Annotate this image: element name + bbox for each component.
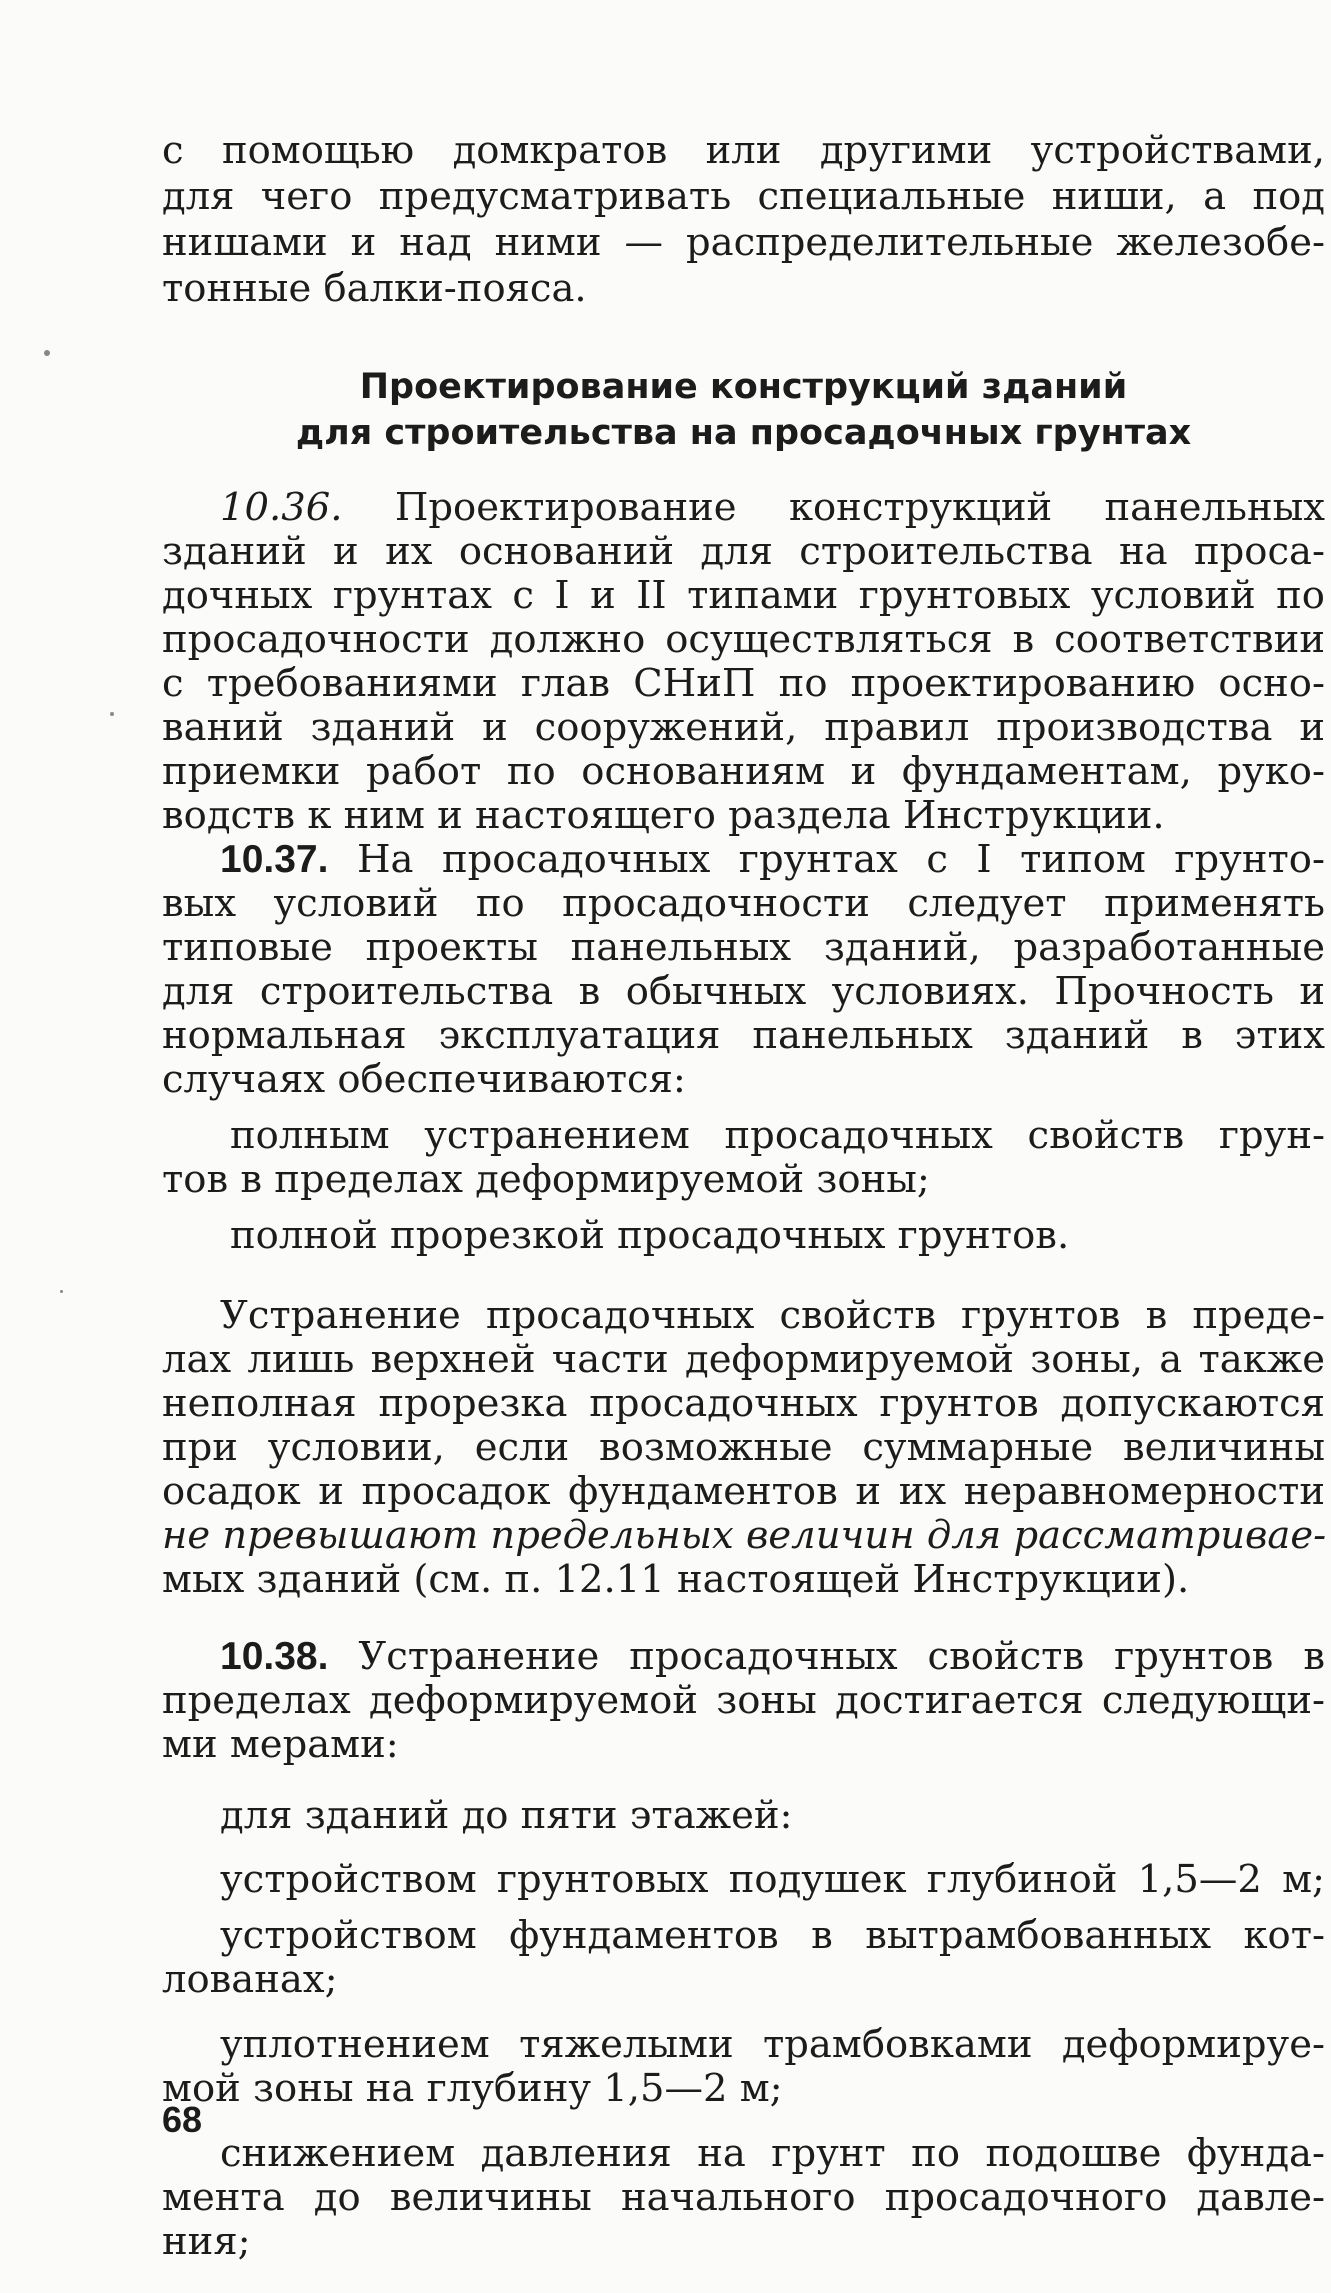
section-title-line: для строительства на просадочных грунтах [295, 413, 1192, 453]
paragraph-number: 10.37. [220, 838, 329, 881]
scan-speck [60, 1290, 63, 1293]
list-item: полным устранением просадочных свойств грун- [230, 1113, 1325, 1158]
text-line: лах лишь верхней части деформируемой зоны, а также [162, 1337, 1325, 1382]
text-line: неполная прорезка просадочных грунтов допускаются [162, 1381, 1325, 1426]
text-line: тонные балки-пояса. [162, 266, 587, 311]
measure-item: устройством грунтовых подушек глубиной 1,5—2 м; [220, 1857, 1325, 1902]
paragraph-first-text: На просадочных грунтах с I типом грунто- [356, 837, 1325, 882]
text-line: ваний зданий и сооружений, правил производства и [162, 705, 1325, 750]
text-line: типовые проекты панельных зданий, разработанные [162, 925, 1325, 970]
text-line: случаях обеспечиваются: [162, 1057, 686, 1102]
paragraph-number: 10.36. [220, 485, 343, 530]
paragraph-first-line [220, 1634, 1325, 1680]
text-line: для строительства в обычных условиях. Прочность и [162, 969, 1325, 1014]
measure-item: устройством фундаментов в вытрамбованных кот- [220, 1913, 1325, 1958]
scan-speck [44, 350, 50, 356]
text-line: просадочности должно осуществляться в соответствии [162, 617, 1325, 662]
italic-text-line: не превышают предельных величин для рассматривае- [162, 1513, 1327, 1558]
sub-heading: для зданий до пяти этажей: [220, 1793, 793, 1838]
paragraph-first-line [220, 485, 1325, 531]
measure-item: уплотнением тяжелыми трамбовками деформируе- [220, 2022, 1325, 2067]
paragraph-first-text: Проектирование конструкций панельных [394, 485, 1325, 530]
measure-item-continuation: мой зоны на глубину 1,5—2 м; [162, 2066, 783, 2111]
text-line: для чего предусматривать специальные ниши, а под [162, 174, 1325, 219]
list-item-continuation: тов в пределах деформируемой зоны; [162, 1157, 930, 1202]
note-first-line: Устранение просадочных свойств грунтов в преде- [220, 1293, 1325, 1338]
text-line: зданий и их оснований для строительства на проса- [162, 529, 1325, 574]
measure-item-continuation: лованах; [162, 1957, 338, 2002]
text-line: водств к ним и настоящего раздела Инструкции. [162, 793, 1165, 838]
paragraph-first-line [220, 837, 1325, 883]
text-line: вых условий по просадочности следует применять [162, 881, 1325, 926]
text-line: нормальная эксплуатация панельных зданий в этих [162, 1013, 1325, 1058]
measure-item-continuation: ния; [162, 2219, 251, 2264]
scan-speck [110, 712, 114, 716]
text-line: пределах деформируемой зоны достигается следующи- [162, 1678, 1325, 1723]
text-line: при условии, если возможные суммарные величины [162, 1425, 1325, 1470]
text-line: мых зданий (см. п. 12.11 настоящей Инструкции). [162, 1557, 1190, 1602]
measure-item: снижением давления на грунт по подошве фунда- [220, 2131, 1325, 2176]
section-title-line: Проектирование конструкций зданий [359, 367, 1128, 407]
text-line: нишами и над ними — распределительные железобе- [162, 220, 1325, 265]
text-line: приемки работ по основаниям и фундаментам, руко- [162, 749, 1325, 794]
measure-item-continuation: мента до величины начального просадочного давле- [162, 2175, 1325, 2220]
paragraph-first-text: Устранение просадочных свойств грунтов в [358, 1634, 1325, 1679]
list-item: полной прорезкой просадочных грунтов. [230, 1213, 1070, 1258]
text-line: с требованиями глав СНиП по проектированию осно- [162, 661, 1325, 706]
text-line: с помощью домкратов или другими устройствами, [162, 128, 1325, 173]
text-line: осадок и просадок фундаментов и их неравномерности [162, 1469, 1325, 1514]
text-line: ми мерами: [162, 1722, 399, 1767]
text-line: дочных грунтах с I и II типами грунтовых условий по [162, 573, 1325, 618]
paragraph-number: 10.38. [220, 1635, 329, 1678]
page-number: 68 [162, 2099, 203, 2140]
